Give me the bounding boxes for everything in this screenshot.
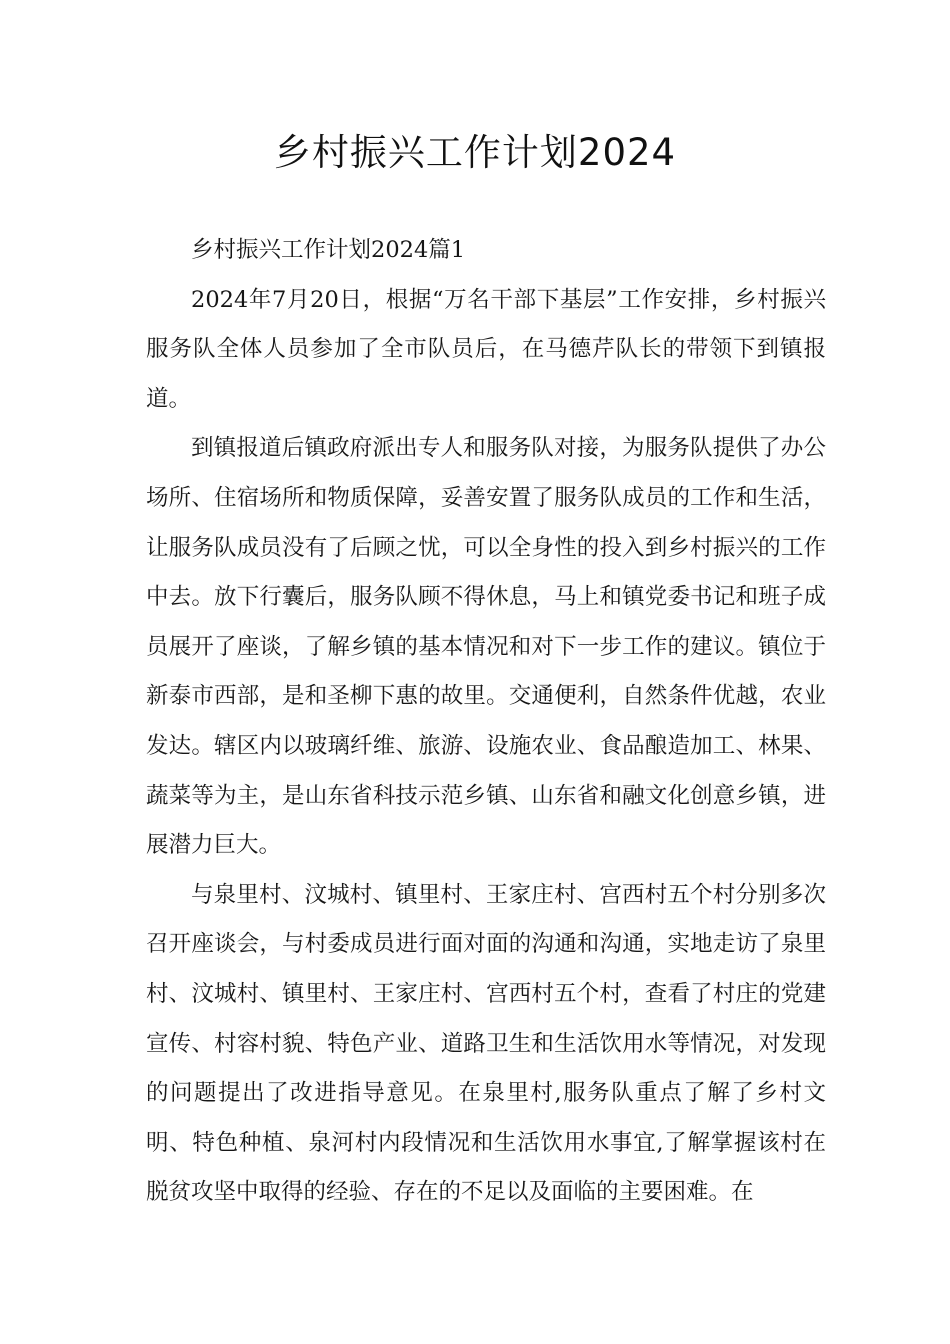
paragraph: 到镇报道后镇政府派出专人和服务队对接，为服务队提供了办公场所、住宿场所和物质保障，妥善安置了服务队成员的工作和生活，让服务队成员没有了后顾之忧，可以全身性的投入到乡村振兴的工作中去。放下行囊后，服务队顾不得休息，马上和镇党委书记和班子成员展开了座谈，了解乡镇的基本情况和对下一步工作的建议。镇位于新泰市西部，是和圣柳下惠的故里。交通便利，自然条件优越，农业发达。辖区内以玻璃纤维、旅游、设施农业、食品酿造加工、林果、蔬菜等为主，是山东省科技示范乡镇、山东省和融文化创意乡镇，进展潜力巨大。 [146, 435, 826, 859]
paragraph: 与泉里村、汶城村、镇里村、王家庄村、宫西村五个村分别多次召开座谈会，与村委成员进行面对面的沟通和沟通，实地走访了泉里村、汶城村、镇里村、王家庄村、宫西村五个村，查看了村庄的党建宣传、村容村貌、特色产业、道路卫生和生活饮用水等情况，对发现的问题提出了改进指导意见。在泉里村,服务队重点了解了乡村文明、特色种植、泉河村内段情况和生活饮用水事宜,了解掌握该村在脱贫攻坚中取得的经验、存在的不足以及面临的主要困难。在 [146, 881, 826, 1206]
document-body [146, 226, 826, 1218]
paragraph: 2024年7月20日，根据“万名干部下基层”工作安排，乡村振兴服务队全体人员参加了全市队员后，在马德芹队长的带领下到镇报道。 [146, 286, 826, 412]
section-heading: 乡村振兴工作计划2024篇1 [191, 237, 466, 263]
document-title: 乡村振兴工作计划2024 [273, 131, 677, 174]
